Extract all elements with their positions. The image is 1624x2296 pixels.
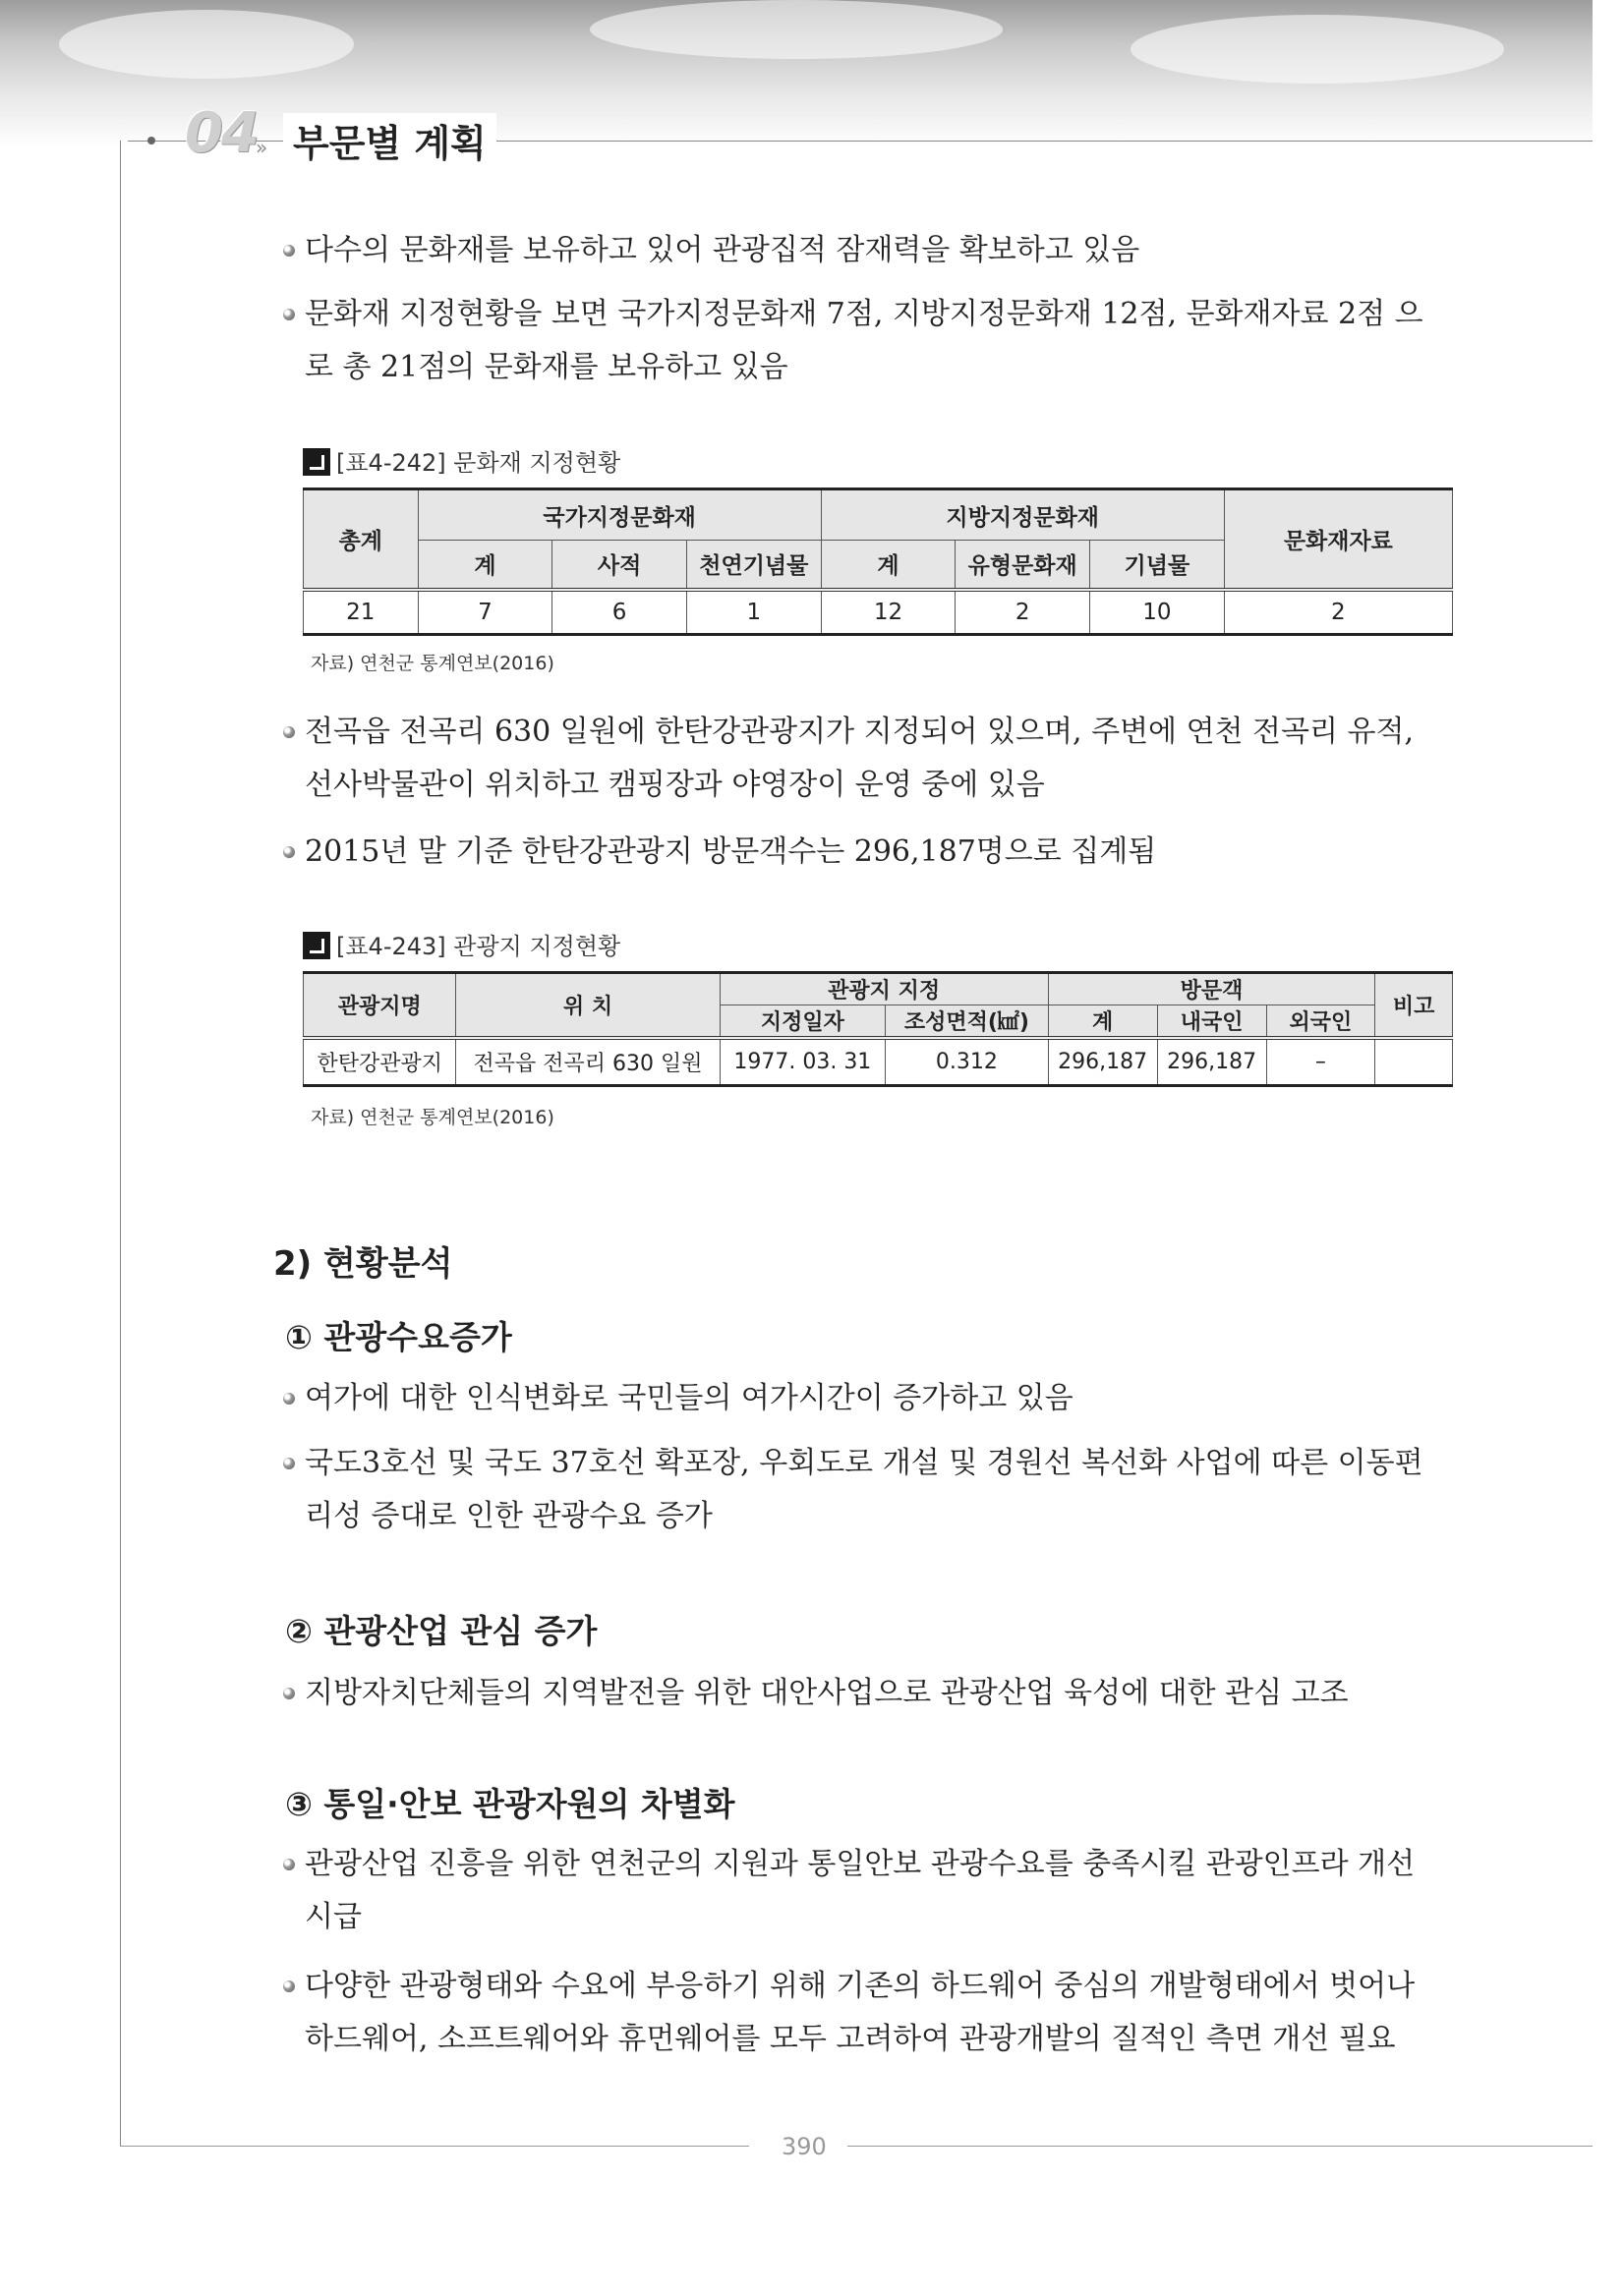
table-cell: 1	[686, 590, 821, 635]
bullet-text: 다양한 관광형태와 수요에 부응하기 위해 기존의 하드웨어 중심의 개발형태에서 벗어나 하드웨어, 소프트웨어와 휴먼웨어를 모두 고려하여 관광개발의 질적인 측면 개선 필요	[305, 1969, 1416, 2056]
bullet-text: 지방자치단체들의 지역발전을 위한 대안사업으로 관광산업 육성에 대한 관심 고조	[305, 1676, 1349, 1710]
subheader: 조성면적(㎢)	[886, 1005, 1049, 1039]
bullet-text: 국도3호선 및 국도 37호선 확포장, 우회도로 개설 및 경원선 복선화 사업에 따른 이동편리성 증대로 인한 관광수요 증가	[305, 1446, 1423, 1533]
table-cell: 12	[821, 590, 956, 635]
header-location: 위 치	[456, 973, 720, 1039]
bullet-icon	[283, 309, 295, 320]
bullet-item	[305, 1838, 1445, 1944]
table-cell: 0.312	[886, 1038, 1049, 1085]
table-cell: 296,187	[1157, 1038, 1266, 1085]
bullet-text: 문화재 지정현황을 보면 국가지정문화재 7점, 지방지정문화재 12점, 문화재자료 2점 으로 총 21점의 문화재를 보유하고 있음	[305, 297, 1423, 384]
cloud-decoration	[590, 0, 1003, 59]
bullet-item	[305, 1372, 1445, 1425]
subheader: 내국인	[1157, 1005, 1266, 1039]
page-number: 390	[782, 2133, 827, 2160]
bullet-item	[305, 706, 1445, 812]
bullet-icon	[283, 1393, 295, 1405]
header-dot	[147, 137, 155, 144]
subheader: 계	[821, 541, 956, 590]
subheader: 천연기념물	[686, 541, 821, 590]
chapter-number: 04	[185, 101, 258, 165]
table-caption: [표4-243] 관광지 지정현황	[303, 927, 620, 961]
table-cell: 1977. 03. 31	[720, 1038, 886, 1085]
subheader: 외국인	[1266, 1005, 1375, 1039]
footer-rule	[120, 2146, 749, 2147]
table-cell: 21	[304, 590, 419, 635]
chapter-title: 부문별 계획	[283, 113, 496, 167]
table-caption: [표4-242] 문화재 지정현황	[303, 443, 620, 478]
table-cell: 10	[1090, 590, 1225, 635]
bullet-text: 여가에 대한 인식변화로 국민들의 여가시간이 증가하고 있음	[305, 1381, 1073, 1415]
table-cell: 한탄강관광지	[304, 1038, 456, 1085]
subsection-heading: ② 관광산업 관심 증가	[285, 1612, 598, 1650]
table-cell: 6	[552, 590, 687, 635]
header-local: 지방지정문화재	[821, 489, 1224, 541]
subheader: 기념물	[1090, 541, 1225, 590]
subsection-heading: ① 관광수요증가	[285, 1318, 512, 1356]
bullet-text: 전곡읍 전곡리 630 일원에 한탄강관광지가 지정되어 있으며, 주변에 연천 전곡리 유적, 선사박물관이 위치하고 캠핑장과 야영장이 운영 중에 있음	[305, 715, 1415, 802]
cloud-decoration	[59, 10, 354, 79]
page-frame-left	[120, 141, 121, 2146]
footer-rule	[847, 2146, 1593, 2147]
header-total: 총계	[304, 489, 419, 590]
table-cell: 296,187	[1048, 1038, 1157, 1085]
subheader: 유형문화재	[956, 541, 1090, 590]
table-source: 자료) 연천군 통계연보(2016)	[311, 1107, 554, 1128]
bullet-item	[305, 224, 1445, 277]
bullet-text: 2015년 말 기준 한탄강관광지 방문객수는 296,187명으로 집계됨	[305, 834, 1157, 869]
subheader: 계	[1048, 1005, 1157, 1039]
subheader: 계	[418, 541, 552, 590]
tourist-site-table	[303, 971, 1453, 1087]
header-note: 비고	[1375, 973, 1453, 1039]
subheader: 사적	[552, 541, 687, 590]
bullet-icon	[283, 1458, 295, 1469]
bullet-item	[305, 288, 1445, 394]
table-cell	[1375, 1038, 1453, 1085]
cloud-decoration	[1131, 15, 1504, 84]
header-material: 문화재자료	[1224, 489, 1452, 590]
table-cell: 전곡읍 전곡리 630 일원	[456, 1038, 720, 1085]
bullet-text: 관광산업 진흥을 위한 연천군의 지원과 통일안보 관광수요를 충족시킬 관광인프라 개선 시급	[305, 1847, 1416, 1934]
bullet-icon	[283, 1980, 295, 1992]
table-source: 자료) 연천군 통계연보(2016)	[311, 653, 554, 674]
table-row	[304, 1038, 1453, 1085]
bullet-icon	[283, 1859, 295, 1870]
header-visitors: 방문객	[1048, 973, 1374, 1005]
section-heading: 2) 현황분석	[273, 1244, 453, 1284]
subheader: 지정일자	[720, 1005, 886, 1039]
table-cell: 2	[1224, 590, 1452, 635]
bullet-icon	[283, 726, 295, 738]
heritage-table	[303, 488, 1453, 636]
table-cell: 2	[956, 590, 1090, 635]
bullet-item	[305, 1437, 1445, 1543]
header-national: 국가지정문화재	[418, 489, 821, 541]
bullet-icon	[283, 245, 295, 257]
header-designation: 관광지 지정	[720, 973, 1048, 1005]
table-cell: –	[1266, 1038, 1375, 1085]
bullet-icon	[283, 1688, 295, 1699]
table-row	[304, 590, 1453, 635]
arrow-box-icon	[303, 448, 330, 476]
chevron-right-icon: »	[256, 136, 268, 159]
bullet-text: 다수의 문화재를 보유하고 있어 관광집적 잠재력을 확보하고 있음	[305, 233, 1140, 267]
subsection-heading: ③ 통일·안보 관광자원의 차별화	[285, 1785, 735, 1823]
header-name: 관광지명	[304, 973, 456, 1039]
bullet-item	[305, 1960, 1445, 2066]
arrow-box-icon	[303, 932, 330, 959]
bullet-item	[305, 1667, 1445, 1720]
bullet-icon	[283, 846, 295, 858]
table-cell: 7	[418, 590, 552, 635]
bullet-item	[305, 826, 1445, 879]
